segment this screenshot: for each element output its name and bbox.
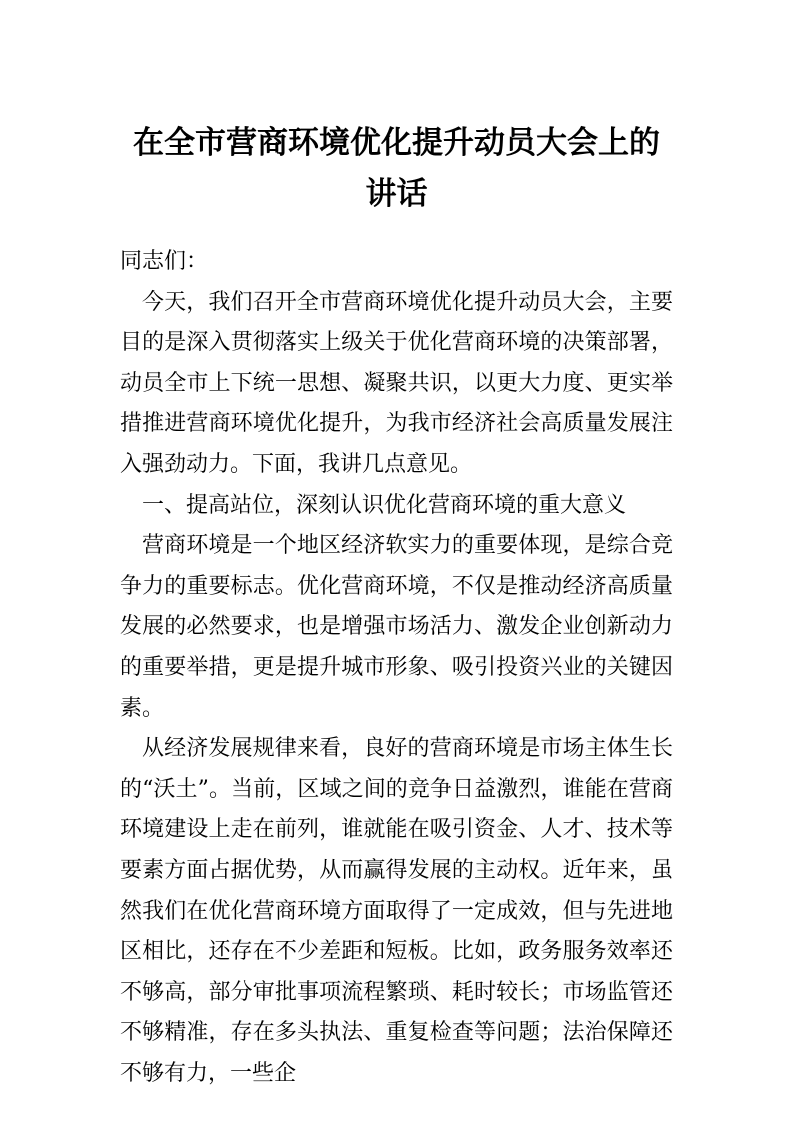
document-body — [120, 242, 673, 1094]
document-title: 在全市营商环境优化提升动员大会上的讲话 — [133, 125, 660, 212]
paragraph-significance: 营商环境是一个地区经济软实力的重要体现，是综合竞争力的重要标志。优化营商环境，不仅是推动经济高质量发展的必然要求，也是增强市场活力、激发企业创新动力的重要举措，更是提升城市形象、吸引投资兴业的关键因素。 — [120, 533, 673, 721]
paragraph-intro: 今天，我们召开全市营商环境优化提升动员大会，主要目的是深入贯彻落实上级关于优化营商环境的决策部署，动员全市上下统一思想、凝聚共识，以更大力度、更实举措推进营商环境优化提升，为我市经济社会高质量发展注入强劲动力。下面，我讲几点意见。 — [120, 289, 673, 477]
salutation: 同志们： — [120, 249, 209, 274]
paragraph-economic-law: 从经济发展规律来看，良好的营商环境是市场主体生长的“沃土”。当前，区域之间的竞争日益激烈，谁能在营商环境建设上走在前列，谁就能在吸引资金、人才、技术等要素方面占据优势，从而赢得发展的主动权。近年来，虽然我们在优化营商环境方面取得了一定成效，但与先进地区相比，还存在不少差距和短板。比如，政务服务效率还不够高，部分审批事项流程繁琐、耗时较长；市场监管还不够精准，存在多头执法、重复检查等问题；法治保障还不够有力，一些企 — [120, 736, 673, 1086]
section-heading-1: 一、提高站位，深刻认识优化营商环境的重大意义 — [142, 492, 627, 518]
